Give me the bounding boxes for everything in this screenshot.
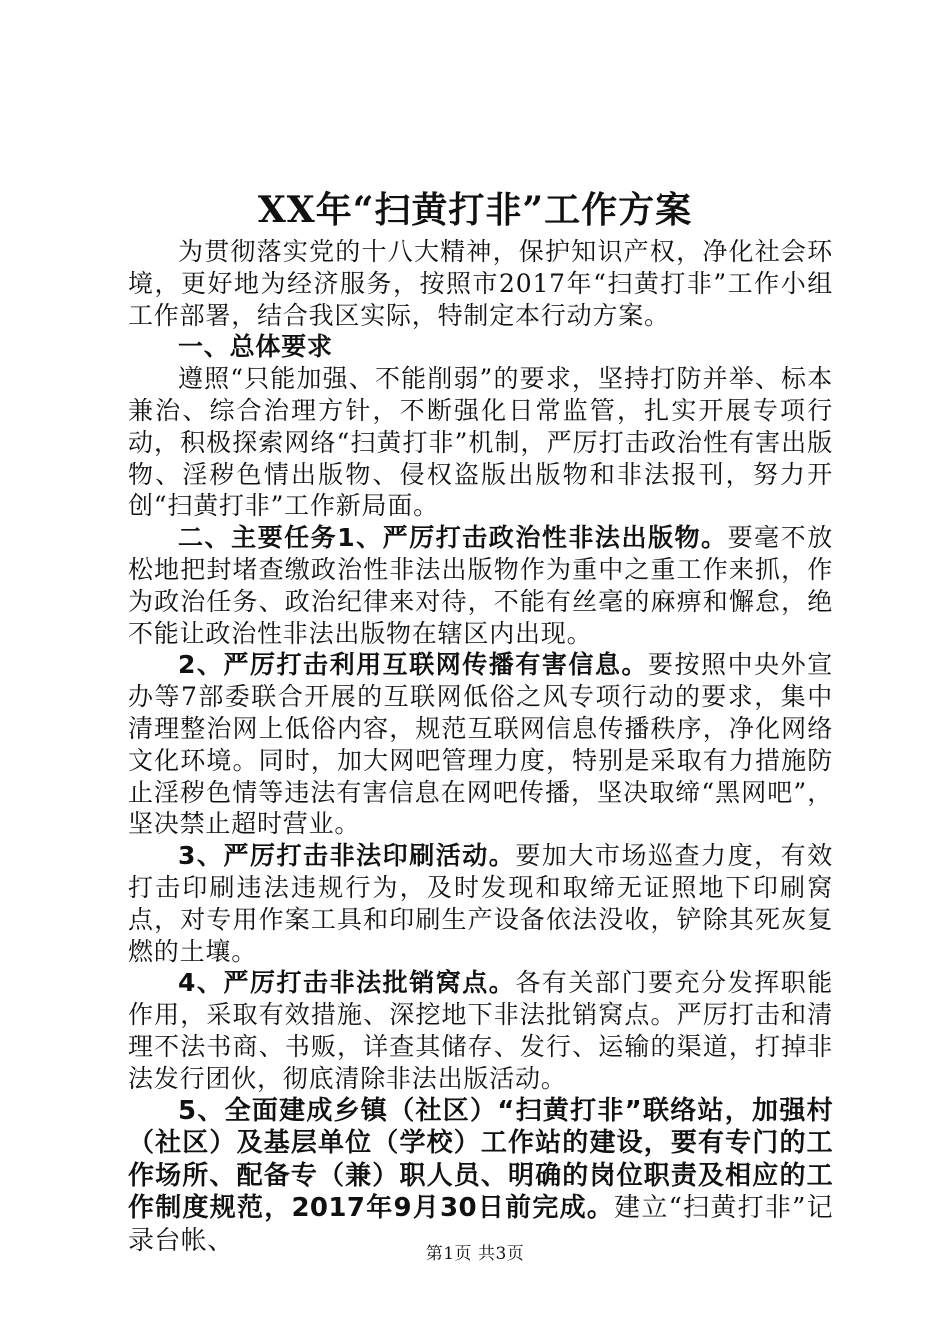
task-3-paragraph (128, 840, 833, 967)
task-5-paragraph (128, 1095, 833, 1258)
task-5-tail: 建立“扫黄打非”记录台帐、 (128, 1193, 834, 1256)
document-body (128, 236, 833, 1257)
main-tasks-lead: 二、主要任务1、严厉打击政治性非法出版物。 (178, 523, 728, 553)
main-tasks-paragraph (128, 522, 833, 649)
task-2-lead: 2、严厉打击利用互联网传播有害信息。 (178, 650, 648, 680)
task-2-paragraph (128, 649, 833, 840)
task-4-paragraph (128, 967, 833, 1094)
task-2-body: 要按照中央外宣办等7部委联合开展的互联网低俗之风专项行动的要求，集中清理整治网上低俗内容，规范互联网信息传播秩序，净化网络文化环境。同时，加大网吧管理力度，特别是采取有力措施防止淫秽色情等违法有害信息在网吧传播，坚决取缔“黑网吧”，坚决禁止超时营业。 (128, 650, 833, 839)
task-5-lead: 5、全面建成乡镇（社区）“扫黄打非”联络站，加强村（社区）及基层单位（学校）工作站的建设，要有专门的工作场所、配备专（兼）职人员、明确的岗位职责及相应的工作制度规范，2017年9月30日前完成。 (128, 1095, 833, 1224)
document-title: XX年“扫黄打非”工作方案 (257, 189, 693, 231)
page-footer: 第1页 共3页 (425, 1244, 525, 1264)
task-3-body: 要加大市场巡查力度，有效打击印刷违法违规行为，及时发现和取缔无证照地下印刷窝点，对专用作案工具和印刷生产设备依法没收，铲除其死灰复燃的土壤。 (128, 841, 833, 966)
section-heading-overall-requirements: 一、总体要求 (178, 332, 333, 362)
task-4-body: 各有关部门要充分发挥职能作用，采取有效措施、深挖地下非法批销窝点。严厉打击和清理不法书商、书贩，详查其储存、发行、运输的渠道，打掉非法发行团伙，彻底清除非法出版活动。 (128, 968, 833, 1093)
main-tasks-body: 要毫不放松地把封堵查缴政治性非法出版物作为重中之重工作来抓，作为政治任务、政治纪律来对待，不能有丝毫的麻痹和懈怠，绝不能让政治性非法出版物在辖区内出现。 (128, 523, 833, 648)
intro-paragraph: 为贯彻落实党的十八大精神，保护知识产权，净化社会环境，更好地为经济服务，按照市2017年“扫黄打非”工作小组工作部署，结合我区实际，特制定本行动方案。 (128, 237, 833, 330)
task-4-lead: 4、严厉打击非法批销窝点。 (178, 968, 516, 998)
overall-requirements-paragraph: 遵照“只能加强、不能削弱”的要求，坚持打防并举、标本兼治、综合治理方针，不断强化日常监管，扎实开展专项行动，积极探索网络“扫黄打非”机制，严厉打击政治性有害出版物、淫秽色情出版物、侵权盗版出版物和非法报刊，努力开创“扫黄打非”工作新局面。 (128, 364, 833, 521)
task-3-lead: 3、严厉打击非法印刷活动。 (178, 841, 516, 871)
